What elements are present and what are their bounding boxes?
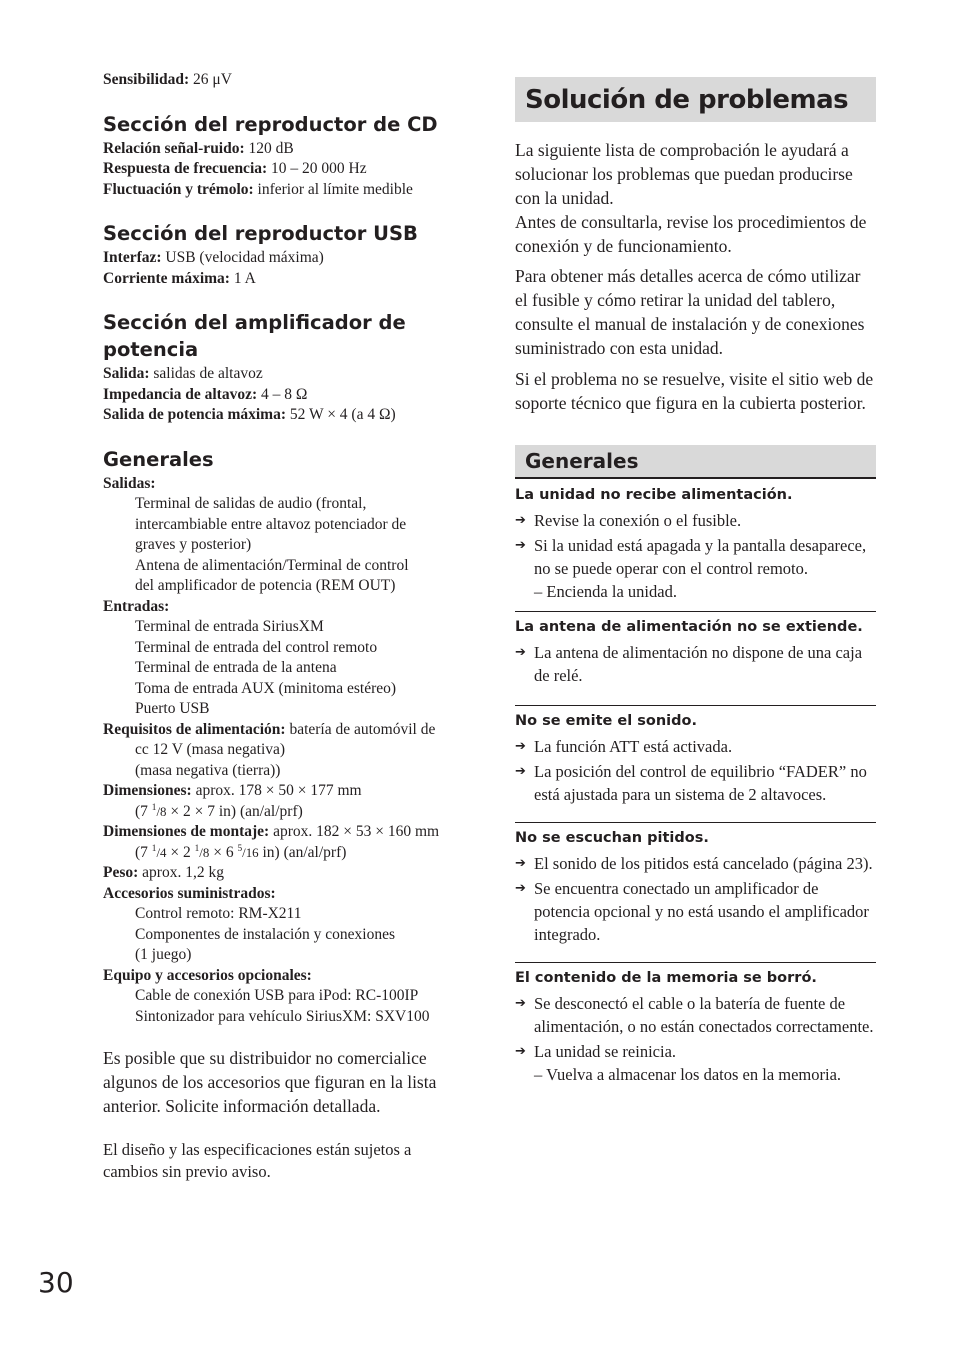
arrow-right-icon: ➔ bbox=[515, 739, 526, 754]
arrow-right-icon: ➔ bbox=[515, 996, 526, 1011]
spec-indent-line: (masa negativa (tierra)) bbox=[135, 761, 281, 779]
troubleshooting-title-bar bbox=[515, 77, 876, 122]
specifications-column bbox=[103, 70, 468, 1183]
spec-indent-line: Sintonizador para vehículo SiriusXM: SXV100 bbox=[135, 1007, 430, 1025]
spec-indent-line: Terminal de entrada del control remoto bbox=[135, 638, 378, 656]
spec-indent-line: Antena de alimentación/Terminal de control bbox=[135, 556, 409, 574]
arrow-right-icon: ➔ bbox=[515, 538, 526, 553]
arrow-right-icon: ➔ bbox=[515, 856, 526, 871]
spec-line: Interfaz: USB (velocidad máxima) bbox=[103, 249, 324, 266]
arrow-right-icon: ➔ bbox=[515, 881, 526, 896]
intro-paragraph-1: La siguiente lista de comprobación le ayudará a solucionar los problemas que puedan producirse con la unidad. Antes de consultarla, revise los procedimientos de conexión y de funcionamiento. bbox=[515, 140, 867, 256]
spec-indent-line: cc 12 V (masa negativa) bbox=[135, 741, 286, 758]
spec-sensitivity: Sensibilidad: 26 μV bbox=[103, 71, 232, 88]
heading-usb-section: Sección del reproductor USB bbox=[103, 222, 418, 245]
problem-block bbox=[515, 479, 876, 611]
spec-optional-label: Equipo y accesorios opcionales: bbox=[103, 966, 312, 984]
problem-title: La unidad no recibe alimentación. bbox=[515, 487, 793, 503]
heading-amplifier-section: Sección del amplificador de potencia bbox=[103, 311, 406, 361]
problem-title: El contenido de la memoria se borró. bbox=[515, 970, 817, 986]
spec-indent-line: intercambiable entre altavoz potenciador de bbox=[135, 515, 407, 533]
spec-indent-line: (1 juego) bbox=[135, 946, 192, 963]
spec-accessories-label: Accesorios suministrados: bbox=[103, 884, 276, 902]
troubleshooting-column bbox=[515, 77, 876, 1086]
spec-mount-inches: (7 $^1$/4 × 2 $^1$/8 × 6 $^5$/16 in) (an/al/prf) bbox=[135, 843, 347, 861]
spec-indent-line: Toma de entrada AUX (minitoma estéreo) bbox=[135, 679, 397, 697]
spec-line: Fluctuación y trémolo: inferior al límite medible bbox=[103, 180, 413, 198]
solution-item: ➔ Si la unidad está apagada y la pantalla desaparece, no se puede operar con el control remoto. bbox=[515, 536, 867, 578]
spec-indent-line: Terminal de entrada SiriusXM bbox=[135, 618, 324, 635]
spec-mount-dimensions: Dimensiones de montaje: aprox. 182 × 53 × 160 mm bbox=[103, 823, 440, 840]
arrow-right-icon: ➔ bbox=[515, 645, 526, 660]
solution-item: ➔ Revise la conexión o el fusible. bbox=[515, 511, 742, 530]
problem-title: No se escuchan pitidos. bbox=[515, 830, 709, 846]
problem-title: La antena de alimentación no se extiende. bbox=[515, 619, 863, 635]
generales-section-bar bbox=[515, 445, 876, 479]
spec-line: Salida de potencia máxima: 52 W × 4 (a 4 Ω) bbox=[103, 406, 396, 423]
spec-indent-line: Terminal de salidas de audio (frontal, bbox=[135, 495, 367, 512]
spec-indent-line: Terminal de entrada de la antena bbox=[135, 659, 337, 676]
spec-indent-line: Control remoto: RM-X211 bbox=[135, 905, 302, 922]
spec-inputs-label: Entradas: bbox=[103, 597, 170, 615]
intro-paragraph-2: Para obtener más detalles acerca de cómo utilizar el fusible y cómo retirar la unidad del tablero, consulte el manual de instalación y de conexiones suministrado con esta unidad. bbox=[515, 266, 865, 358]
spec-weight: Peso: aprox. 1,2 kg bbox=[103, 864, 224, 881]
arrow-right-icon: ➔ bbox=[515, 513, 526, 528]
solution-subitem: – Encienda la unidad. bbox=[534, 582, 677, 601]
arrow-right-icon: ➔ bbox=[515, 764, 526, 779]
solution-item: ➔ La función ATT está activada. bbox=[515, 737, 733, 756]
note-design-changes: El diseño y las especificaciones están sujetos a cambios sin previo aviso. bbox=[103, 1140, 412, 1181]
solution-item: ➔ La posición del control de equilibrio “FADER” no está ajustada para un sistema de 2 altavoces. bbox=[515, 762, 867, 804]
solution-item: ➔ La antena de alimentación no dispone de una caja de relé. bbox=[515, 643, 863, 685]
problem-title: No se emite el sonido. bbox=[515, 713, 697, 729]
spec-line: Salida: salidas de altavoz bbox=[103, 365, 263, 382]
section-heading: Generales bbox=[525, 449, 639, 473]
problem-block bbox=[515, 822, 876, 962]
solution-item: ➔ Se encuentra conectado un amplificador de potencia opcional y no está usando el amplificador integrado. bbox=[515, 879, 869, 944]
solution-item: ➔ Se desconectó el cable o la batería de fuente de alimentación, o no están conectados correctamente. bbox=[515, 994, 874, 1036]
page-title: Solución de problemas bbox=[525, 84, 849, 115]
solution-item: ➔ La unidad se reinicia. bbox=[515, 1042, 677, 1061]
heading-general-specs: Generales bbox=[103, 447, 214, 471]
spec-indent-line: del amplificador de potencia (REM OUT) bbox=[135, 577, 396, 594]
intro-paragraph-3: Si el problema no se resuelve, visite el sitio web de soporte técnico que figura en la cubierta posterior. bbox=[515, 369, 874, 413]
spec-dimensions: Dimensiones: aprox. 178 × 50 × 177 mm bbox=[103, 782, 362, 799]
spec-indent-line: Puerto USB bbox=[135, 700, 210, 717]
solution-item: ➔ El sonido de los pitidos está cancelado (página 23). bbox=[515, 854, 873, 873]
spec-line: Corriente máxima: 1 A bbox=[103, 269, 256, 287]
spec-indent-line: graves y posterior) bbox=[135, 536, 252, 553]
spec-indent-line: Componentes de instalación y conexiones bbox=[135, 925, 395, 943]
problem-block bbox=[515, 962, 876, 1086]
page-number: 30 bbox=[38, 1266, 74, 1299]
note-accessories: Es posible que su distribuidor no comercialice algunos de los accesorios que figuran en la lista anterior. Solicite información detallada. bbox=[103, 1048, 437, 1116]
solution-subitem: – Vuelva a almacenar los datos en la memoria. bbox=[534, 1065, 842, 1084]
spec-indent-line: Cable de conexión USB para iPod: RC-100IP bbox=[135, 987, 419, 1004]
heading-cd-section: Sección del reproductor de CD bbox=[103, 112, 438, 136]
spec-outputs-label: Salidas: bbox=[103, 474, 156, 492]
problem-block bbox=[515, 611, 876, 705]
spec-line: Respuesta de frecuencia: 10 – 20 000 Hz bbox=[103, 160, 367, 177]
spec-dimensions-inches: (7 $^1$/8 × 2 × 7 in) (an/al/prf) bbox=[135, 802, 303, 820]
problem-block bbox=[515, 705, 876, 822]
spec-line: Relación señal-ruido: 120 dB bbox=[103, 139, 294, 157]
arrow-right-icon: ➔ bbox=[515, 1044, 526, 1059]
spec-power: Requisitos de alimentación: batería de automóvil de bbox=[103, 720, 436, 738]
spec-line: Impedancia de altavoz: 4 – 8 Ω bbox=[103, 385, 308, 403]
